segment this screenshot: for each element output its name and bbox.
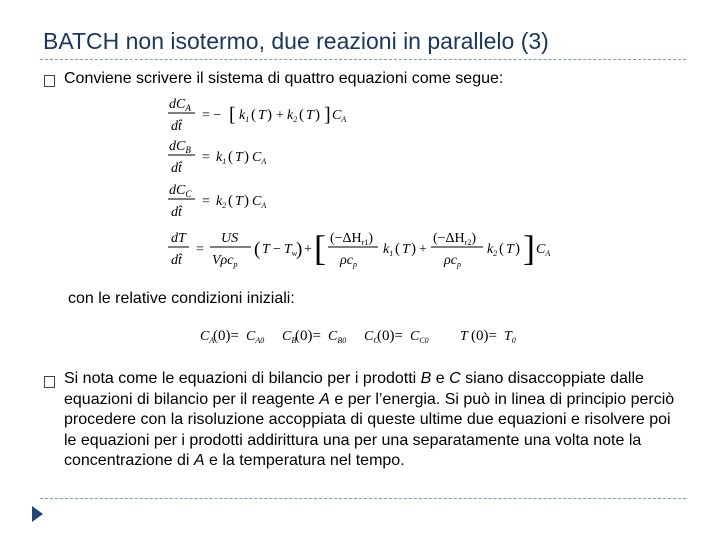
svg-text:=: = [202,150,210,165]
svg-text:T: T [306,108,314,123]
svg-text:k2: $k_2$ [216,194,227,210]
svg-text:Vρcp: Vρc$_p$ [212,253,238,269]
svg-text:CB: $C_B$ [282,329,297,345]
svg-text:k2: $k_2$ [487,242,498,258]
svg-text:ρcp: $\rho c_p$ [340,253,357,269]
navigation-arrow-icon[interactable] [32,506,43,522]
svg-text:US: US [221,231,239,246]
svg-text:k2: $k_2$ [287,108,298,124]
svg-text:dt̂: dt̂ [171,119,182,134]
svg-text:T: T [235,150,243,165]
svg-text:T: T [506,242,514,257]
equation-system [165,92,565,272]
svg-text:dt̂: dt̂ [171,253,182,268]
svg-text:Tw: $T_w$ [284,242,298,258]
svg-text:k1: $k_1$ [239,108,250,124]
svg-text:(0)=: (0)= [213,328,239,344]
svg-text:(−ΔHr1): $(-\Delta H_{r1})$ [330,231,374,247]
svg-text:CA: $C_A$ [536,242,551,258]
svg-text:T: T [402,242,410,257]
bullet-text-2: Si nota come le equazioni di bilancio per i prodotti B e C siano disaccoppiate dalle equazioni di bilancio per il reagente A e per l’energia. Si può in linea di principio perciò procedere con la risoluzione accoppiata di queste ultime due equazioni e risolvere poi le equazioni per i prodotti addirittura una per una separatamente una volta note la concentrazione di A e la temperatura nel tempo. [64,370,675,470]
svg-text:(: ( [251,107,256,123]
svg-text:): ) [244,149,249,165]
svg-text:(: ( [499,241,504,257]
title-divider [40,59,686,60]
svg-text:): ) [515,241,520,257]
svg-text:T: T [460,329,468,344]
svg-text:CA0: $C_{A0}$ [246,329,265,345]
svg-text:(: ( [299,107,304,123]
svg-text:dt̂: dt̂ [171,161,182,176]
svg-text:(: ( [254,239,261,260]
svg-text:T: T [258,108,266,123]
svg-text:CC0: $C_{C0}$ [410,329,429,345]
svg-text:CB0: $C_{B0}$ [328,329,347,345]
svg-text:): ) [244,193,249,209]
svg-text:(: ( [395,241,400,257]
svg-text:CA: $C_A$ [332,108,347,124]
svg-text:T: T [262,242,270,257]
svg-text:T0: $T_0$ [504,329,516,345]
svg-text:]: ] [523,228,535,268]
svg-text:ρcp: $\rho c_p$ [444,253,461,269]
svg-text:T: T [235,194,243,209]
svg-text:[: [ [314,228,326,268]
svg-text:(−ΔHr2): $(-\Delta H_{r2})$ [433,231,477,247]
svg-text:= −: = − [202,108,222,123]
svg-text:k1: $k_1$ [383,242,394,258]
svg-text:dCA: $dC_A$ [169,97,191,113]
svg-text:−: − [273,242,281,257]
svg-text:(0)=: (0)= [377,328,403,344]
svg-text:dt̂: dt̂ [171,205,182,220]
svg-text:=: = [202,194,210,209]
svg-text:dCB: $dC_B$ [169,139,191,155]
conditions-intro: con le relative condizioni iniziali: [68,290,295,307]
svg-text:=: = [196,242,204,257]
svg-text:]: ] [324,104,331,126]
svg-text:CA: $C_A$ [200,329,215,345]
svg-text:(0)=: (0)= [471,328,497,344]
bullet-text-1: Conviene scrivere il sistema di quattro equazioni come segue: [64,70,504,87]
footer-divider [40,498,686,499]
svg-text:CA: $C_A$ [252,150,267,166]
svg-text:CC: $C_C$ [364,329,379,345]
svg-text:): ) [267,107,272,123]
initial-conditions [198,322,538,348]
svg-text:dT: dT [171,231,186,246]
svg-text:): ) [296,239,303,260]
bullet-icon [44,75,55,87]
svg-text:(: ( [228,149,233,165]
svg-text:+: + [276,108,284,123]
svg-text:+: + [419,242,427,257]
svg-text:CA: $C_A$ [252,194,267,210]
svg-text:[: [ [229,104,236,126]
svg-text:k1: $k_1$ [216,150,227,166]
svg-text:): ) [315,107,320,123]
svg-text:+: + [304,242,312,257]
svg-text:dCC: $dC_C$ [169,183,192,199]
bullet-icon [44,376,55,388]
svg-text:(: ( [228,193,233,209]
svg-text:(0)=: (0)= [295,328,321,344]
svg-text:): ) [411,241,416,257]
slide-title: BATCH non isotermo, due reazioni in parallelo (3) [43,28,549,54]
